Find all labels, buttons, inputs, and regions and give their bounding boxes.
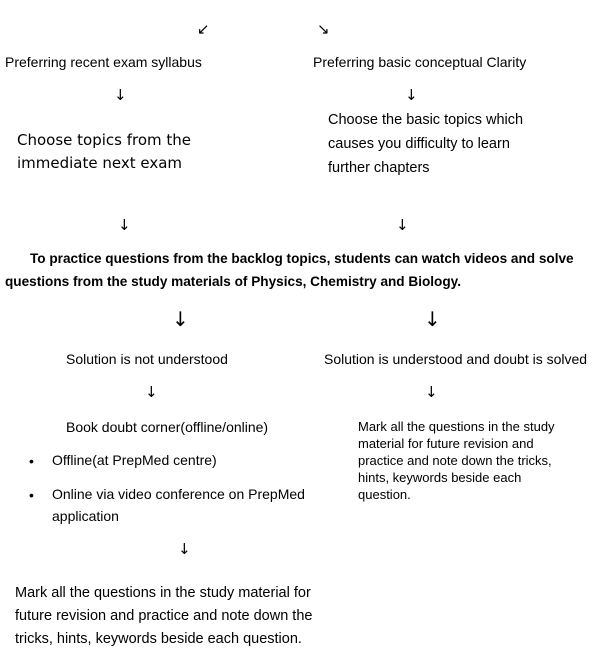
practice-instruction <box>5 247 610 293</box>
outcome-not-understood: Solution is not understood <box>66 351 228 367</box>
right-choose-text <box>328 108 523 180</box>
arrow-down-icon: ↓ <box>424 307 441 331</box>
right-mark-text <box>358 418 555 503</box>
doubt-option-offline <box>52 449 217 471</box>
right-mark-line: material for future revision and <box>358 436 534 451</box>
final-mark-line: tricks, hints, keywords beside each question. <box>15 631 302 647</box>
outcome-understood: Solution is understood and doubt is solved <box>324 351 588 367</box>
arrow-down-icon: ↓ <box>178 540 191 558</box>
arrow-down-left-icon: ↙ <box>197 20 210 38</box>
final-mark-line: Mark all the questions in the study material for <box>15 585 311 601</box>
arrow-down-icon: ↓ <box>405 86 418 104</box>
practice-line: To practice questions from the backlog topics, students can watch videos and solve <box>30 251 574 266</box>
right-mark-line: Mark all the questions in the study <box>358 419 555 434</box>
doubt-option-online <box>52 483 305 527</box>
left-choose-text <box>17 129 191 175</box>
final-mark-text <box>15 582 312 651</box>
bullet-icon: • <box>29 453 34 469</box>
left-choose-line: Choose topics from the <box>17 131 192 149</box>
doubt-option-line: application <box>52 508 119 524</box>
final-mark-line: future revision and practice and note down the <box>15 608 313 624</box>
right-mark-line: practice and note down the tricks, <box>358 453 552 468</box>
arrow-down-icon: ↓ <box>114 86 127 104</box>
right-mark-line: question. <box>358 487 411 502</box>
arrow-down-icon: ↓ <box>118 216 131 234</box>
arrow-down-icon: ↓ <box>172 307 189 331</box>
right-mark-line: hints, keywords beside each <box>358 470 522 485</box>
right-choose-line: causes you difficulty to learn <box>328 136 510 152</box>
doubt-option-line: Offline(at PrepMed centre) <box>52 452 217 468</box>
bullet-icon: • <box>29 487 34 503</box>
left-branch-heading: Preferring recent exam syllabus <box>5 54 202 70</box>
practice-line: questions from the study materials of Physics, Chemistry and Biology. <box>5 274 461 289</box>
arrow-down-icon: ↓ <box>396 216 409 234</box>
right-branch-heading: Preferring basic conceptual Clarity <box>313 54 527 70</box>
arrow-down-icon: ↓ <box>425 383 438 401</box>
doubt-option-line: Online via video conference on PrepMed <box>52 486 305 502</box>
right-choose-line: Choose the basic topics which <box>328 112 524 128</box>
arrow-down-right-icon: ↘ <box>317 20 330 38</box>
left-choose-line: immediate next exam <box>17 154 183 172</box>
right-choose-line: further chapters <box>328 160 430 176</box>
arrow-down-icon: ↓ <box>145 383 158 401</box>
doubt-corner-title: Book doubt corner(offline/online) <box>66 419 269 435</box>
